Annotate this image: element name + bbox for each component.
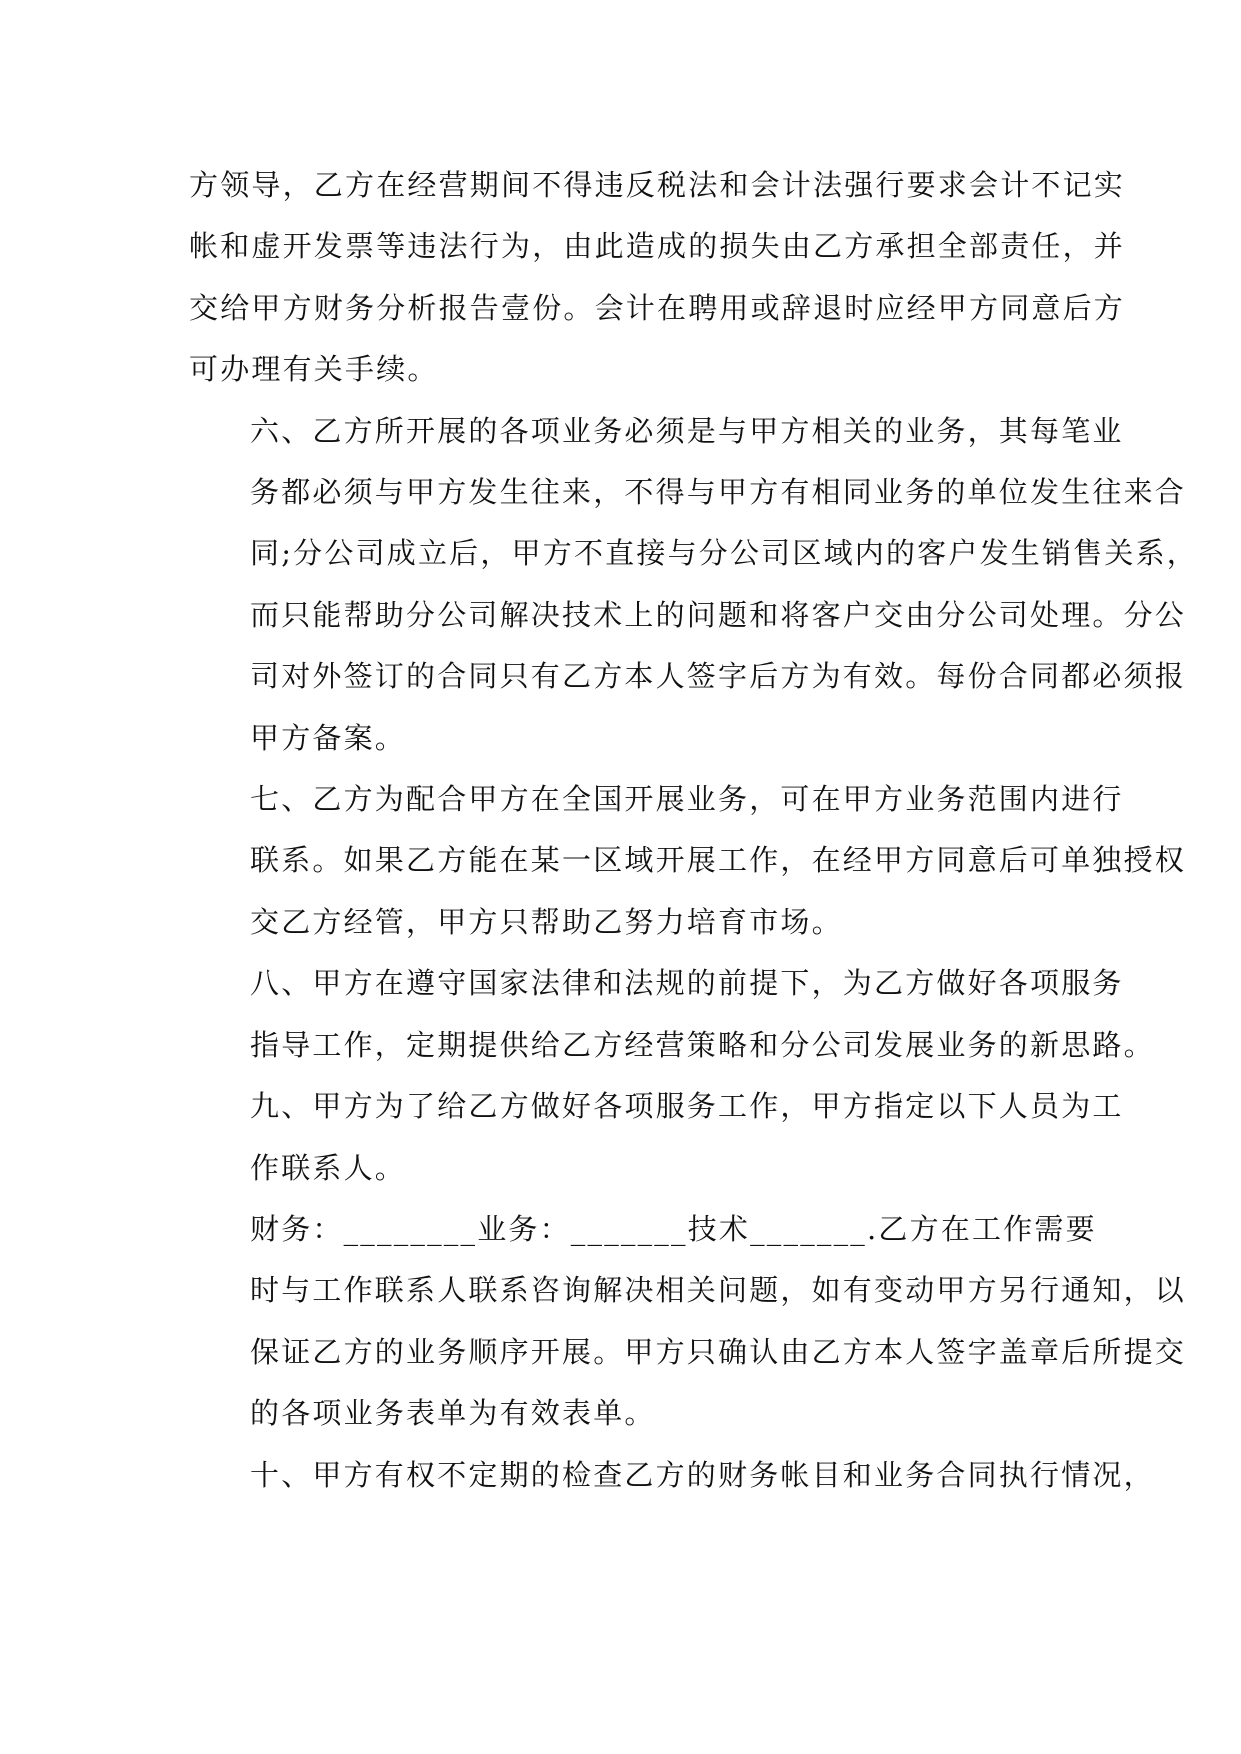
paragraph-clause-10 [189, 1445, 1155, 1506]
document-body [189, 155, 1198, 1506]
text-line: 六、乙方所开展的各项业务必须是与甲方相关的业务，其每笔业 [250, 413, 1124, 448]
paragraph-clause-8 [189, 953, 1155, 1076]
text-line: 十、甲方有权不定期的检查乙方的财务帐目和业务合同执行情况， [250, 1457, 1155, 1492]
paragraph-clause-6 [189, 401, 1198, 769]
text-line: 九、甲方为了给乙方做好各项服务工作，甲方指定以下人员为工 [250, 1089, 1124, 1124]
text-line: 交乙方经管，甲方只帮助乙努力培育市场。 [250, 904, 843, 939]
text-line: 甲方备案。 [250, 720, 407, 755]
text-line: 八、甲方在遵守国家法律和法规的前提下，为乙方做好各项服务 [250, 966, 1124, 1001]
text-line: 务都必须与甲方发生往来，不得与甲方有相同业务的单位发生往来合 [250, 475, 1187, 510]
text-line: 帐和虚开发票等违法行为，由此造成的损失由乙方承担全部责任，并 [189, 229, 1126, 264]
text-line: 司对外签订的合同只有乙方本人签字后方为有效。每份合同都必须报 [250, 659, 1187, 694]
paragraph-clause-7 [189, 769, 1187, 953]
text-line: 七、乙方为配合甲方在全国开展业务，可在甲方业务范围内进行 [250, 782, 1124, 817]
text-line: 联系。如果乙方能在某一区域开展工作，在经甲方同意后可单独授权 [250, 843, 1187, 878]
text-line: 方领导，乙方在经营期间不得违反税法和会计法强行要求会计不记实 [189, 168, 1126, 202]
text-line: 交给甲方财务分析报告壹份。会计在聘用或辞退时应经甲方同意后方 [189, 290, 1126, 325]
text-line: 的各项业务表单为有效表单。 [250, 1396, 656, 1431]
paragraph-clause-9 [189, 1076, 1124, 1199]
text-line: 同;分公司成立后，甲方不直接与分公司区域内的客户发生销售关系， [250, 536, 1198, 571]
text-line: 可办理有关手续。 [189, 352, 439, 387]
text-line: 指导工作，定期提供给乙方经营策略和分公司发展业务的新思路。 [250, 1027, 1155, 1062]
text-line: 作联系人。 [250, 1150, 407, 1185]
text-line: 保证乙方的业务顺序开展。甲方只确认由乙方本人签字盖章后所提交 [250, 1334, 1187, 1369]
paragraph-accounting-continuation [189, 155, 1126, 401]
text-line: 财务：________业务：_______技术_______.乙方在工作需要 [250, 1211, 1097, 1246]
paragraph-contact-persons [189, 1199, 1187, 1445]
text-line: 而只能帮助分公司解决技术上的问题和将客户交由分公司处理。分公 [250, 597, 1187, 632]
text-line: 时与工作联系人联系咨询解决相关问题，如有变动甲方另行通知，以 [250, 1273, 1187, 1308]
